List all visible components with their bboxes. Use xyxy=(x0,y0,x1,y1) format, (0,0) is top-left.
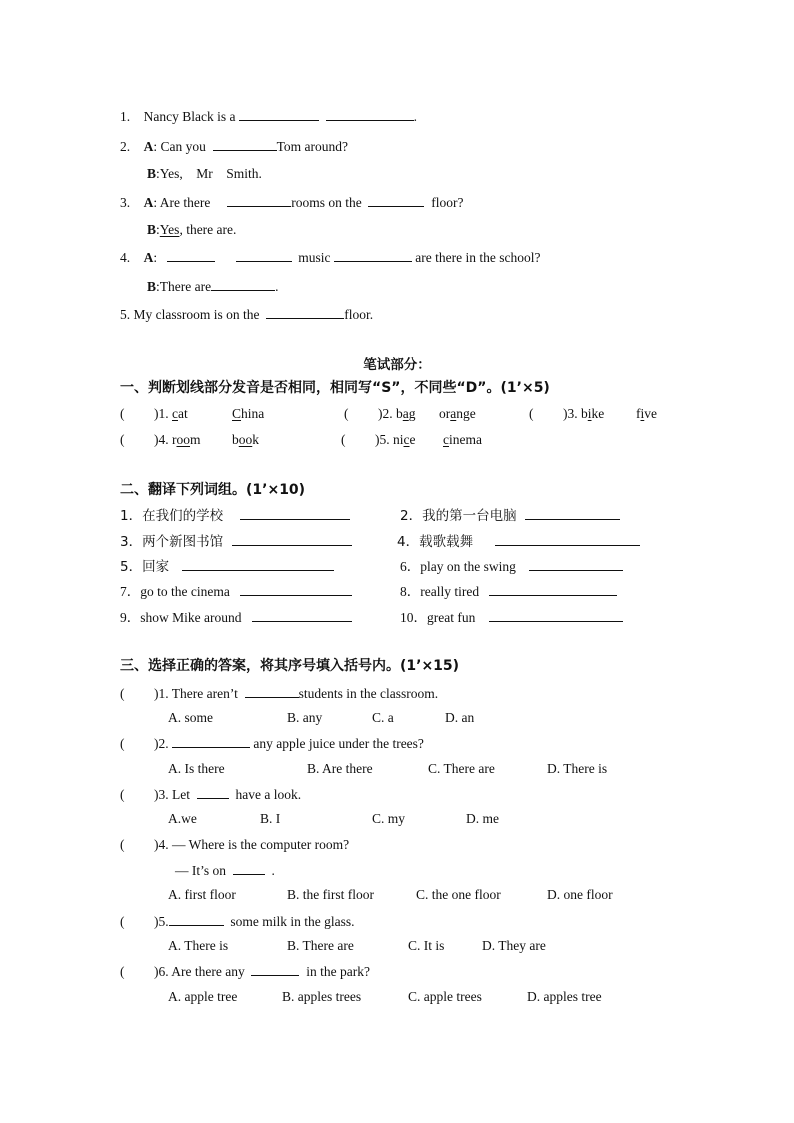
mc-option[interactable]: B. the first floor xyxy=(287,887,374,902)
mc-option[interactable]: D. me xyxy=(466,811,499,826)
mc-option[interactable]: B. apples trees xyxy=(282,989,362,1004)
answer-blank[interactable] xyxy=(529,557,623,571)
mc-option[interactable]: C. my xyxy=(372,811,406,826)
mc-option[interactable]: B. There are xyxy=(287,938,354,953)
answer-blank[interactable] xyxy=(167,248,215,262)
section1-word: China xyxy=(232,406,265,421)
mc-option[interactable]: B. any xyxy=(287,710,323,725)
listening-q2-b: B:Yes, Mr Smith. xyxy=(147,166,262,181)
answer-blank[interactable] xyxy=(239,107,319,121)
answer-blank[interactable] xyxy=(240,506,350,520)
mc-option[interactable]: C. a xyxy=(372,710,394,725)
section1-word: cinema xyxy=(443,432,482,447)
mc-question: ( )1. There aren’t students in the classroom. xyxy=(120,686,439,701)
mc-option[interactable]: B. Are there xyxy=(307,761,373,776)
section1-item: ( )3. bike xyxy=(529,406,605,421)
answer-blank[interactable] xyxy=(240,582,352,596)
answer-blank[interactable] xyxy=(266,305,344,319)
listening-q3-b: B:Yes, there are. xyxy=(147,222,237,237)
mc-option[interactable]: A. There is xyxy=(168,938,229,953)
section1-word: orange xyxy=(439,406,476,421)
translation-item: 10．great fun xyxy=(400,608,623,627)
section1-word: book xyxy=(232,432,259,447)
answer-blank[interactable] xyxy=(251,962,299,976)
listening-q1: 1. Nancy Black is a . xyxy=(120,109,417,124)
mc-option[interactable]: D. an xyxy=(445,710,475,725)
translation-item: 4．载歌载舞 xyxy=(397,532,640,551)
mc-question: ( )3. Let have a look. xyxy=(120,787,302,802)
answer-blank[interactable] xyxy=(232,532,352,546)
mc-option[interactable]: B. I xyxy=(260,811,281,826)
translation-item: 6．play on the swing xyxy=(400,557,623,576)
answer-blank[interactable] xyxy=(245,684,299,698)
mc-question: ( )6. Are there any in the park? xyxy=(120,964,370,979)
listening-q4-a: 4. A: music are there in the school? xyxy=(120,250,541,265)
answer-blank[interactable] xyxy=(489,608,623,622)
question-text: Nancy Black is a xyxy=(143,109,236,124)
section3-title: 三、选择正确的答案，将其序号填入括号内。(1’×15) xyxy=(120,658,460,674)
section1-item: ( )2. bag xyxy=(344,406,416,421)
written-section-title: 笔试部分： xyxy=(363,357,431,373)
translation-item: 8．really tired xyxy=(400,582,617,601)
listening-q3-a: 3. A: Are there rooms on the floor? xyxy=(120,195,464,210)
answer-blank[interactable] xyxy=(182,557,334,571)
section2-title: 二、翻译下列词组。(1’×10) xyxy=(120,482,306,498)
answer-blank[interactable] xyxy=(197,785,229,799)
mc-option[interactable]: A. Is there xyxy=(168,761,225,776)
mc-question: ( )2. any apple juice under the trees? xyxy=(120,736,424,751)
listening-q5: 5. My classroom is on the floor. xyxy=(120,307,374,322)
translation-item: 2．我的第一台电脑 xyxy=(400,506,620,525)
answer-blank[interactable] xyxy=(211,277,275,291)
translation-item: 1．在我们的学校 xyxy=(120,506,350,525)
translation-item: 9．show Mike around xyxy=(120,608,352,627)
answer-blank[interactable] xyxy=(213,137,277,151)
section1-item: ( )1. cat xyxy=(120,406,188,421)
answer-blank[interactable] xyxy=(169,912,224,926)
answer-blank[interactable] xyxy=(326,107,414,121)
mc-option[interactable]: A. first floor xyxy=(168,887,236,902)
mc-question: ( )5. some milk in the glass. xyxy=(120,914,355,929)
answer-blank[interactable] xyxy=(495,532,640,546)
mc-option[interactable]: C. There are xyxy=(428,761,495,776)
listening-q4-b: B:There are . xyxy=(147,279,279,294)
answer-blank[interactable] xyxy=(252,608,352,622)
mc-question: ( )4. — Where is the computer room? xyxy=(120,837,350,852)
answer-blank[interactable] xyxy=(172,734,250,748)
mc-option[interactable]: A.we xyxy=(168,811,197,826)
translation-item: 3．两个新图书馆 xyxy=(120,532,352,551)
section1-title: 一、判断划线部分发音是否相同，相同写“S”，不同些“D”。(1’×5) xyxy=(120,380,550,396)
translation-item: 5．回家 xyxy=(120,557,334,576)
answer-blank[interactable] xyxy=(368,193,424,207)
answer-blank[interactable] xyxy=(236,248,292,262)
question-number: 1. xyxy=(120,109,131,124)
answer-blank[interactable] xyxy=(525,506,620,520)
mc-question-line2: — It’s on . xyxy=(175,863,275,878)
mc-option[interactable]: D. apples tree xyxy=(527,989,602,1004)
section1-item: ( )5. nice xyxy=(341,432,416,447)
mc-option[interactable]: A. apple tree xyxy=(168,989,238,1004)
answer-blank[interactable] xyxy=(227,193,291,207)
section1-word: five xyxy=(636,406,658,421)
answer-blank[interactable] xyxy=(489,582,617,596)
mc-option[interactable]: A. some xyxy=(168,710,213,725)
translation-item: 7．go to the cinema xyxy=(120,582,352,601)
answer-blank[interactable] xyxy=(334,248,412,262)
mc-option[interactable]: C. the one floor xyxy=(416,887,501,902)
section1-item: ( )4. room xyxy=(120,432,201,447)
mc-option[interactable]: C. apple trees xyxy=(408,989,482,1004)
mc-option[interactable]: D. one floor xyxy=(547,887,613,902)
answer-blank[interactable] xyxy=(233,861,265,875)
mc-option[interactable]: D. There is xyxy=(547,761,608,776)
listening-q2-a: 2. A: Can you Tom around? xyxy=(120,139,349,154)
mc-option[interactable]: D. They are xyxy=(482,938,546,953)
mc-option[interactable]: C. It is xyxy=(408,938,445,953)
